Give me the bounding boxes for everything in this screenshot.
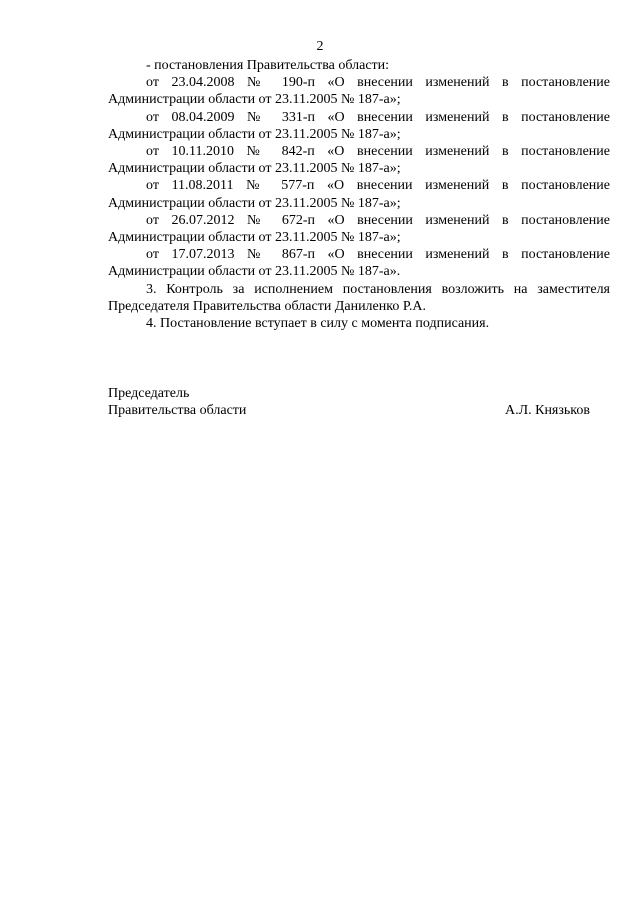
signer-title-line2: Правительства области — [108, 403, 247, 419]
signer-name: А.Л. Князьков — [505, 403, 590, 419]
paragraph-item-4-effective: 4. Постановление вступает в силу с момента подписания. — [146, 316, 490, 332]
signature-block — [108, 385, 590, 419]
paragraph-resolution-2009: от 08.04.2009 № 331-п «О внесении изменений в постановление Администрации области от 23.11.2005 № 187-а»; — [108, 109, 610, 142]
signer-title-line1: Председатель — [108, 386, 190, 401]
page-number: 2 — [316, 39, 324, 54]
paragraph-resolution-2011: от 11.08.2011 № 577-п «О внесении изменений в постановление Администрации области от 23.11.2005 № 187-а»; — [108, 178, 610, 211]
paragraph-item-3-control: 3. Контроль за исполнением постановления возложить на заместителя Председателя Правительства области Даниленко Р.А. — [108, 281, 610, 314]
paragraph-resolution-2010: от 10.11.2010 № 842-п «О внесении изменений в постановление Администрации области от 23.11.2005 № 187-а»; — [108, 144, 610, 177]
paragraph-intro: - постановления Правительства области: — [146, 58, 390, 73]
document-body — [108, 57, 610, 332]
signature-row — [108, 402, 590, 419]
paragraph-resolution-2013: от 17.07.2013 № 867-п «О внесении изменений в постановление Администрации области от 23.11.2005 № 187-а». — [108, 247, 610, 280]
paragraph-resolution-2012: от 26.07.2012 № 672-п «О внесении изменений в постановление Администрации области от 23.11.2005 № 187-а»; — [108, 212, 610, 246]
paragraph-resolution-2008: от 23.04.2008 № 190-п «О внесении изменений в постановление Администрации области от 23.11.2005 № 187-а»; — [108, 75, 610, 108]
